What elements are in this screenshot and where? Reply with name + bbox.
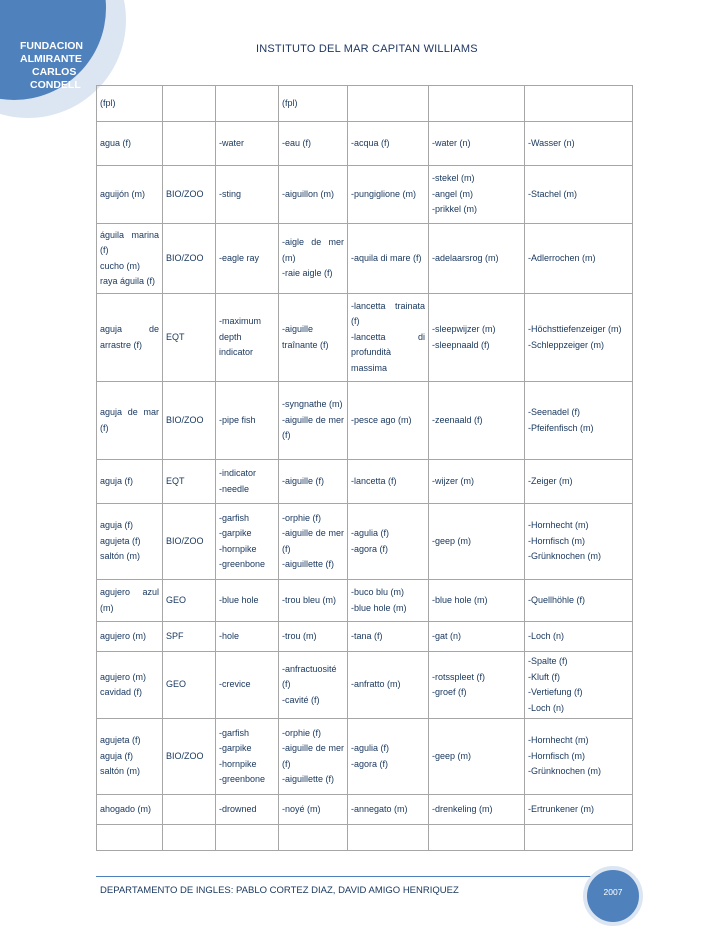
dutch-cell (429, 795, 525, 825)
italian-cell (348, 382, 429, 460)
italian-text: -aquila di mare (f) (351, 252, 422, 263)
table-row (97, 580, 633, 622)
italian-text: -lancetta di profundità massima (351, 331, 425, 373)
french-cell (279, 382, 348, 460)
german-text: -Loch (n) (528, 702, 565, 713)
german-cell (525, 122, 633, 166)
english-cell (216, 460, 279, 504)
italian-text: -agulia (f) (351, 743, 390, 753)
dutch-cell (429, 122, 525, 166)
english-cell (216, 224, 279, 294)
english-text: -indicator (219, 468, 257, 478)
italian-text: -pesce ago (m) (351, 414, 412, 425)
dutch-text: -rotsspleet (f) (432, 671, 486, 682)
domain-code-text: EQT (166, 475, 185, 486)
german-cell (525, 719, 633, 795)
french-text: -aiguille de mer (f) (282, 528, 344, 554)
year-badge (583, 866, 643, 926)
french-text: -anfractuosité (f) (282, 663, 337, 690)
page-title: INSTITUTO DEL MAR CAPITAN WILLIAMS (256, 43, 478, 55)
german-cell (525, 825, 633, 851)
english-text: -garfish (219, 512, 250, 523)
italian-text: -agulia (f) (351, 528, 390, 538)
german-text: -Seenadel (f) (528, 407, 581, 417)
spanish-term-text: cucho (m) (100, 260, 141, 271)
domain-code-text: BIO/ZOO (166, 188, 204, 199)
spanish-term-text: aguja (f) (100, 750, 134, 761)
spanish-term-cell (97, 122, 163, 166)
french-text: -syngnathe (m) (282, 399, 343, 410)
german-cell (525, 460, 633, 504)
english-text: -sting (219, 188, 242, 199)
spanish-term-cell (97, 580, 163, 622)
french-cell (279, 652, 348, 719)
german-cell (525, 224, 633, 294)
italian-text: -lancetta (f) (351, 475, 397, 486)
italian-cell (348, 622, 429, 652)
german-text: -Quellhöhle (f) (528, 594, 586, 605)
english-cell (216, 122, 279, 166)
spanish-term-cell (97, 652, 163, 719)
italian-cell (348, 795, 429, 825)
glossary-table-body (97, 86, 633, 851)
spanish-term-text: agujeta (f) (100, 535, 141, 546)
domain-code-cell (163, 504, 216, 580)
dutch-text: -gat (n) (432, 630, 462, 641)
logo-line: FUNDACION (20, 40, 83, 52)
german-cell (525, 652, 633, 719)
italian-cell (348, 719, 429, 795)
french-text: -orphie (f) (282, 512, 322, 523)
english-cell (216, 795, 279, 825)
italian-cell (348, 580, 429, 622)
english-cell (216, 382, 279, 460)
dutch-text: -zeenaald (f) (432, 414, 483, 425)
dutch-text: -angel (m) (432, 188, 474, 199)
italian-text: -tana (f) (351, 630, 383, 641)
english-text: -crevice (219, 679, 251, 690)
english-cell (216, 504, 279, 580)
footer-divider (96, 876, 632, 877)
italian-text: -blue hole (m) (351, 602, 407, 613)
italian-cell (348, 504, 429, 580)
dutch-text: -geep (m) (432, 750, 472, 761)
french-text: -cavité (f) (282, 694, 320, 705)
french-cell (279, 622, 348, 652)
domain-code-text: BIO/ZOO (166, 750, 204, 761)
french-text: -raie aigle (f) (282, 268, 333, 279)
english-cell (216, 86, 279, 122)
english-cell (216, 652, 279, 719)
spanish-term-cell (97, 460, 163, 504)
domain-code-text: BIO/ZOO (166, 252, 204, 263)
english-text: -garpike (219, 528, 252, 538)
french-cell (279, 166, 348, 224)
glossary-table (96, 85, 633, 851)
german-text: -Adlerrochen (m) (528, 252, 596, 263)
english-cell (216, 622, 279, 652)
german-text: -Pfeifenfisch (m) (528, 422, 594, 433)
french-text: -eau (f) (282, 137, 312, 148)
domain-code-cell (163, 224, 216, 294)
italian-cell (348, 224, 429, 294)
english-cell (216, 719, 279, 795)
spanish-term-text: saltón (m) (100, 766, 141, 777)
spanish-term-cell (97, 224, 163, 294)
domain-code-cell (163, 382, 216, 460)
english-cell (216, 825, 279, 851)
domain-code-text: GEO (166, 594, 187, 605)
dutch-text: -groef (f) (432, 687, 467, 697)
table-row (97, 382, 633, 460)
english-cell (216, 294, 279, 382)
french-cell (279, 122, 348, 166)
italian-text: -acqua (f) (351, 137, 390, 148)
dutch-cell (429, 622, 525, 652)
german-text: -Hornfisch (m) (528, 535, 586, 546)
german-text: -Hornfisch (m) (528, 750, 586, 761)
italian-text: -pungiglione (m) (351, 188, 417, 199)
english-cell (216, 166, 279, 224)
french-text: -aiguille de mer (f) (282, 743, 344, 769)
spanish-term-cell (97, 294, 163, 382)
dutch-text: -sleepnaald (f) (432, 339, 490, 350)
dutch-text: -geep (m) (432, 535, 472, 546)
french-cell (279, 825, 348, 851)
italian-text: -annegato (m) (351, 803, 408, 814)
dutch-text: -adelaarsrog (m) (432, 252, 499, 263)
dutch-text: -wijzer (m) (432, 475, 474, 486)
spanish-term-text: (fpl) (100, 97, 116, 108)
german-text: -Ertrunkener (m) (528, 803, 595, 814)
spanish-term-text: agujero (m) (100, 671, 147, 682)
table-row (97, 224, 633, 294)
german-text: -Grünknochen (m) (528, 551, 602, 562)
dutch-text: -water (n) (432, 137, 471, 148)
domain-code-cell (163, 825, 216, 851)
spanish-term-cell (97, 382, 163, 460)
domain-code-cell (163, 294, 216, 382)
dutch-text: -stekel (m) (432, 173, 475, 184)
german-cell (525, 294, 633, 382)
german-cell (525, 795, 633, 825)
dutch-cell (429, 652, 525, 719)
french-cell (279, 460, 348, 504)
italian-cell (348, 86, 429, 122)
french-text: -aiguille de mer (f) (282, 414, 344, 441)
table-row (97, 719, 633, 795)
french-cell (279, 580, 348, 622)
spanish-term-cell (97, 504, 163, 580)
table-row (97, 795, 633, 825)
domain-code-text: BIO/ZOO (166, 535, 204, 546)
spanish-term-text: aguja de arrastre (f) (100, 324, 159, 350)
spanish-term-text: cavidad (f) (100, 687, 143, 697)
dutch-cell (429, 382, 525, 460)
dutch-cell (429, 224, 525, 294)
dutch-cell (429, 294, 525, 382)
french-cell (279, 795, 348, 825)
french-text: -aiguille traînante (f) (282, 324, 329, 350)
dutch-cell (429, 460, 525, 504)
dutch-cell (429, 719, 525, 795)
domain-code-cell (163, 580, 216, 622)
table-row (97, 504, 633, 580)
french-cell (279, 294, 348, 382)
french-text: -aigle de mer (m) (282, 237, 344, 263)
spanish-term-cell (97, 86, 163, 122)
domain-code-cell (163, 652, 216, 719)
logo-line: ALMIRANTE (20, 53, 82, 65)
german-cell (525, 166, 633, 224)
english-text: -drowned (219, 803, 257, 814)
italian-cell (348, 460, 429, 504)
english-cell (216, 580, 279, 622)
french-cell (279, 86, 348, 122)
english-text: -hornpike (219, 543, 257, 554)
spanish-term-cell (97, 622, 163, 652)
dutch-cell (429, 825, 525, 851)
english-text: -blue hole (219, 594, 259, 605)
domain-code-text: GEO (166, 679, 187, 690)
french-text: -noyé (m) (282, 803, 321, 814)
dutch-cell (429, 580, 525, 622)
italian-cell (348, 122, 429, 166)
italian-cell (348, 166, 429, 224)
german-text: -Grünknochen (m) (528, 766, 602, 777)
italian-text: -agora (f) (351, 543, 389, 554)
german-text: -Höchsttiefenzeiger (m) (528, 324, 622, 334)
english-text: -greenbone (219, 559, 266, 569)
german-text: -Spalte (f) (528, 656, 568, 666)
french-text: -aiguillon (m) (282, 188, 335, 199)
logo-line: CONDELL (30, 79, 81, 91)
spanish-term-text: raya águila (f) (100, 276, 156, 286)
german-text: -Vertiefung (f) (528, 687, 583, 697)
french-text: (fpl) (282, 97, 298, 108)
year-label: 2007 (603, 887, 623, 897)
german-cell (525, 580, 633, 622)
english-text: -garfish (219, 727, 250, 738)
domain-code-text: SPF (166, 630, 184, 641)
french-text: -trou (m) (282, 630, 317, 641)
spanish-term-cell (97, 719, 163, 795)
english-text: -garpike (219, 743, 252, 753)
italian-cell (348, 294, 429, 382)
table-row (97, 122, 633, 166)
english-text: -needle (219, 483, 250, 494)
german-text: -Stachel (m) (528, 188, 578, 199)
italian-text: -buco blu (m) (351, 587, 405, 597)
dutch-cell (429, 166, 525, 224)
domain-code-cell (163, 460, 216, 504)
german-text: -Kluft (f) (528, 671, 561, 682)
german-text: -Zeiger (m) (528, 475, 573, 486)
domain-code-cell (163, 122, 216, 166)
german-cell (525, 504, 633, 580)
italian-cell (348, 652, 429, 719)
french-cell (279, 504, 348, 580)
french-text: -aiguille (f) (282, 475, 325, 486)
table-row (97, 86, 633, 122)
french-text: -trou bleu (m) (282, 594, 337, 605)
english-text: -water (219, 137, 245, 148)
spanish-term-text: agua (f) (100, 137, 132, 148)
dutch-text: -sleepwijzer (m) (432, 324, 496, 334)
german-text: -Schleppzeiger (m) (528, 339, 605, 350)
spanish-term-text: águila marina (f) (100, 229, 159, 255)
dutch-cell (429, 504, 525, 580)
table-row (97, 652, 633, 719)
german-text: -Wasser (n) (528, 137, 575, 148)
spanish-term-text: aguijón (m) (100, 188, 146, 199)
dutch-text: -blue hole (m) (432, 594, 488, 605)
spanish-term-text: aguja (f) (100, 475, 134, 486)
spanish-term-text: ahogado (m) (100, 803, 152, 814)
dutch-cell (429, 86, 525, 122)
italian-text: -agora (f) (351, 758, 389, 769)
french-text: -aiguillette (f) (282, 559, 335, 569)
french-cell (279, 224, 348, 294)
italian-text: -anfratto (m) (351, 679, 401, 690)
german-cell (525, 622, 633, 652)
french-text: -orphie (f) (282, 727, 322, 738)
spanish-term-text: agujeta (f) (100, 735, 141, 746)
german-cell (525, 382, 633, 460)
german-text: -Hornhecht (m) (528, 735, 589, 746)
spanish-term-text: aguja (f) (100, 520, 134, 531)
table-row (97, 166, 633, 224)
french-cell (279, 719, 348, 795)
table-row (97, 825, 633, 851)
dutch-text: -drenkeling (m) (432, 803, 493, 814)
english-text: -eagle ray (219, 252, 260, 263)
logo-line: CARLOS (32, 66, 77, 78)
table-row (97, 622, 633, 652)
domain-code-text: EQT (166, 331, 185, 342)
domain-code-cell (163, 166, 216, 224)
english-text: -hole (219, 630, 240, 641)
english-text: -greenbone (219, 774, 266, 784)
domain-code-cell (163, 795, 216, 825)
english-text: -maximum depth indicator (219, 316, 261, 358)
french-text: -aiguillette (f) (282, 774, 335, 784)
domain-code-cell (163, 719, 216, 795)
english-text: -hornpike (219, 758, 257, 769)
spanish-term-cell (97, 166, 163, 224)
italian-cell (348, 825, 429, 851)
italian-text: -lancetta trainata (f) (351, 300, 425, 327)
spanish-term-cell (97, 795, 163, 825)
german-cell (525, 86, 633, 122)
domain-code-cell (163, 622, 216, 652)
table-row (97, 294, 633, 382)
dutch-text: -prikkel (m) (432, 204, 477, 215)
german-text: -Hornhecht (m) (528, 520, 589, 531)
spanish-term-cell (97, 825, 163, 851)
domain-code-cell (163, 86, 216, 122)
footer-credits: DEPARTAMENTO DE INGLES: PABLO CORTEZ DIAZ, DAVID AMIGO HENRIQUEZ (100, 885, 459, 896)
english-text: -pipe fish (219, 414, 256, 425)
spanish-term-text: agujero azul (m) (100, 587, 159, 613)
spanish-term-text: aguja de mar (f) (100, 407, 159, 433)
spanish-term-text: saltón (m) (100, 551, 141, 562)
spanish-term-text: agujero (m) (100, 630, 147, 641)
domain-code-text: BIO/ZOO (166, 414, 204, 425)
german-text: -Loch (n) (528, 630, 565, 641)
table-row (97, 460, 633, 504)
